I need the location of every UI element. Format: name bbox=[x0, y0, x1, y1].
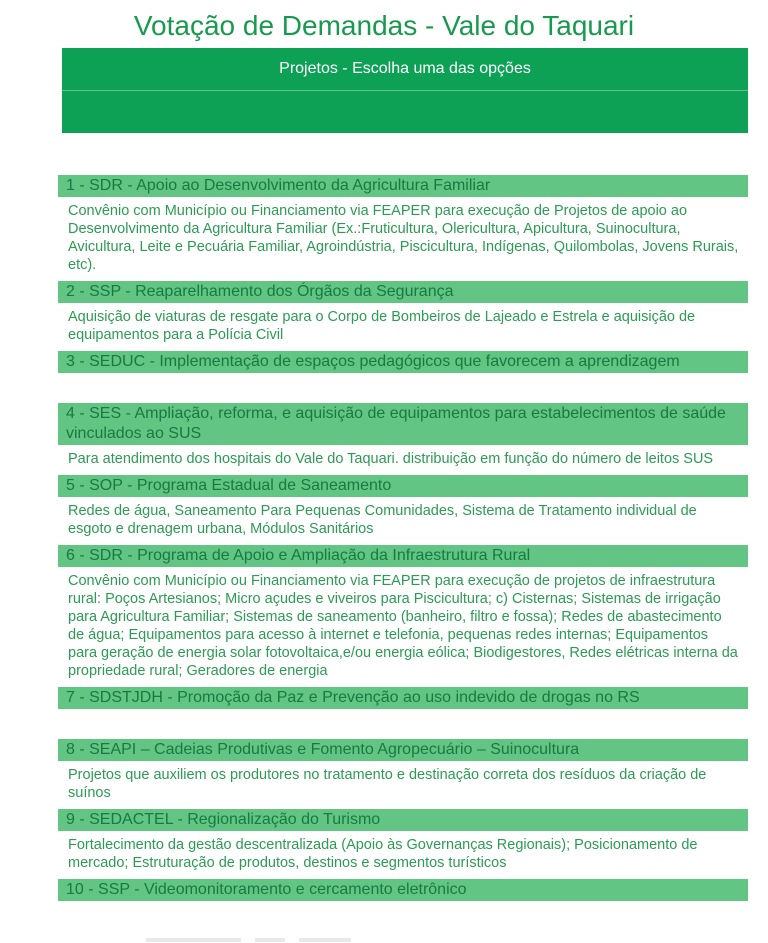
option-bar[interactable]: 3 - SEDUC - Implementação de espaços pedagógicos que favorecem a aprendizagem bbox=[58, 351, 748, 373]
option-item bbox=[0, 351, 768, 373]
option-bar[interactable]: 8 - SEAPI – Cadeias Produtivas e Fomento Agropecuário – Suinocultura bbox=[58, 739, 748, 761]
option-bar[interactable]: 4 - SES - Ampliação, reforma, e aquisição de equipamentos para estabelecimentos de saúde vinculados ao SUS bbox=[58, 403, 748, 445]
option-description: Fortalecimento da gestão descentralizada (Apoio às Governanças Regionais); Posicionamento de mercado; Estruturação de produtos, destinos e segmentos turísticos bbox=[68, 837, 698, 871]
option-bar[interactable]: 10 - SSP - Videomonitoramento e cercamento eletrônico bbox=[58, 879, 748, 901]
option-description: Aquisição de viaturas de resgate para o Corpo de Bombeiros de Lajeado e Estrela e aquisição de equipamentos para a Polícia Civil bbox=[68, 309, 696, 343]
option-description: Projetos que auxiliem os produtores no tratamento e destinação correta dos resíduos da criação de suínos bbox=[68, 767, 707, 801]
option-bar[interactable]: 7 - SDSTJDH - Promoção da Paz e Prevenção ao uso indevido de drogas no RS bbox=[58, 687, 748, 709]
option-bar[interactable]: 2 - SSP - Reaparelhamento dos Órgãos da Segurança bbox=[58, 281, 748, 303]
option-item bbox=[0, 403, 768, 468]
page-title: Votação de Demandas - Vale do Taquari bbox=[133, 10, 635, 41]
option-item bbox=[0, 879, 768, 901]
banner-empty-row bbox=[62, 91, 748, 133]
option-item bbox=[0, 739, 768, 802]
option-bar[interactable]: 5 - SOP - Programa Estadual de Saneamento bbox=[58, 475, 748, 497]
banner-title: Projetos - Escolha uma das opções bbox=[62, 48, 748, 91]
options-list bbox=[0, 175, 768, 901]
option-item bbox=[0, 175, 768, 274]
option-item bbox=[0, 809, 768, 872]
options-banner bbox=[62, 48, 748, 133]
option-bar[interactable]: 9 - SEDACTEL - Regionalização do Turismo bbox=[58, 809, 748, 831]
option-item bbox=[0, 475, 768, 538]
option-item bbox=[0, 687, 768, 709]
option-description: Convênio com Município ou Financiamento via FEAPER para execução de Projetos de apoio ao Desenvolvimento da Agricultura Familiar (Ex.:Fruticultura, Olericultura, Apicultura, Suinocultura, Avicultura, Leite e Pecuária Familiar, Agroindústria, Piscicultura, Indígenas, Quilombolas, Jovens Rurais, etc). bbox=[68, 203, 739, 273]
option-bar[interactable]: 1 - SDR - Apoio ao Desenvolvimento da Agricultura Familiar bbox=[58, 175, 748, 197]
option-bar[interactable]: 6 - SDR - Programa de Apoio e Ampliação da Infraestrutura Rural bbox=[58, 545, 748, 567]
option-description: Para atendimento dos hospitais do Vale do Taquari. distribuição em função do número de leitos SUS bbox=[68, 451, 714, 467]
cutoff-text-fragment bbox=[146, 938, 351, 942]
option-description: Convênio com Município ou Financiamento via FEAPER para execução de projetos de infraestrutura rural: Poços Artesianos; Micro açudes e viveiros para Piscicultura; c) Cisternas; Sistemas de irrigação para Agricultura Familiar; Sistemas de saneamento (banheiro, filtro e fossa); Redes de abastecimento de água; Equipamentos para acesso à internet e telefonia, pequenas redes internas; Equipamentos para geração de energia solar fotovoltaica,e/ou energia eólica; Biodigestores, Redes elétricas interna da propriedade rural; Geradores de energia bbox=[68, 573, 738, 679]
option-item bbox=[0, 545, 768, 680]
option-item bbox=[0, 281, 768, 344]
option-description: Redes de água, Saneamento Para Pequenas Comunidades, Sistema de Tratamento individual de esgoto e drenagem urbana, Módulos Sanitários bbox=[68, 503, 697, 537]
